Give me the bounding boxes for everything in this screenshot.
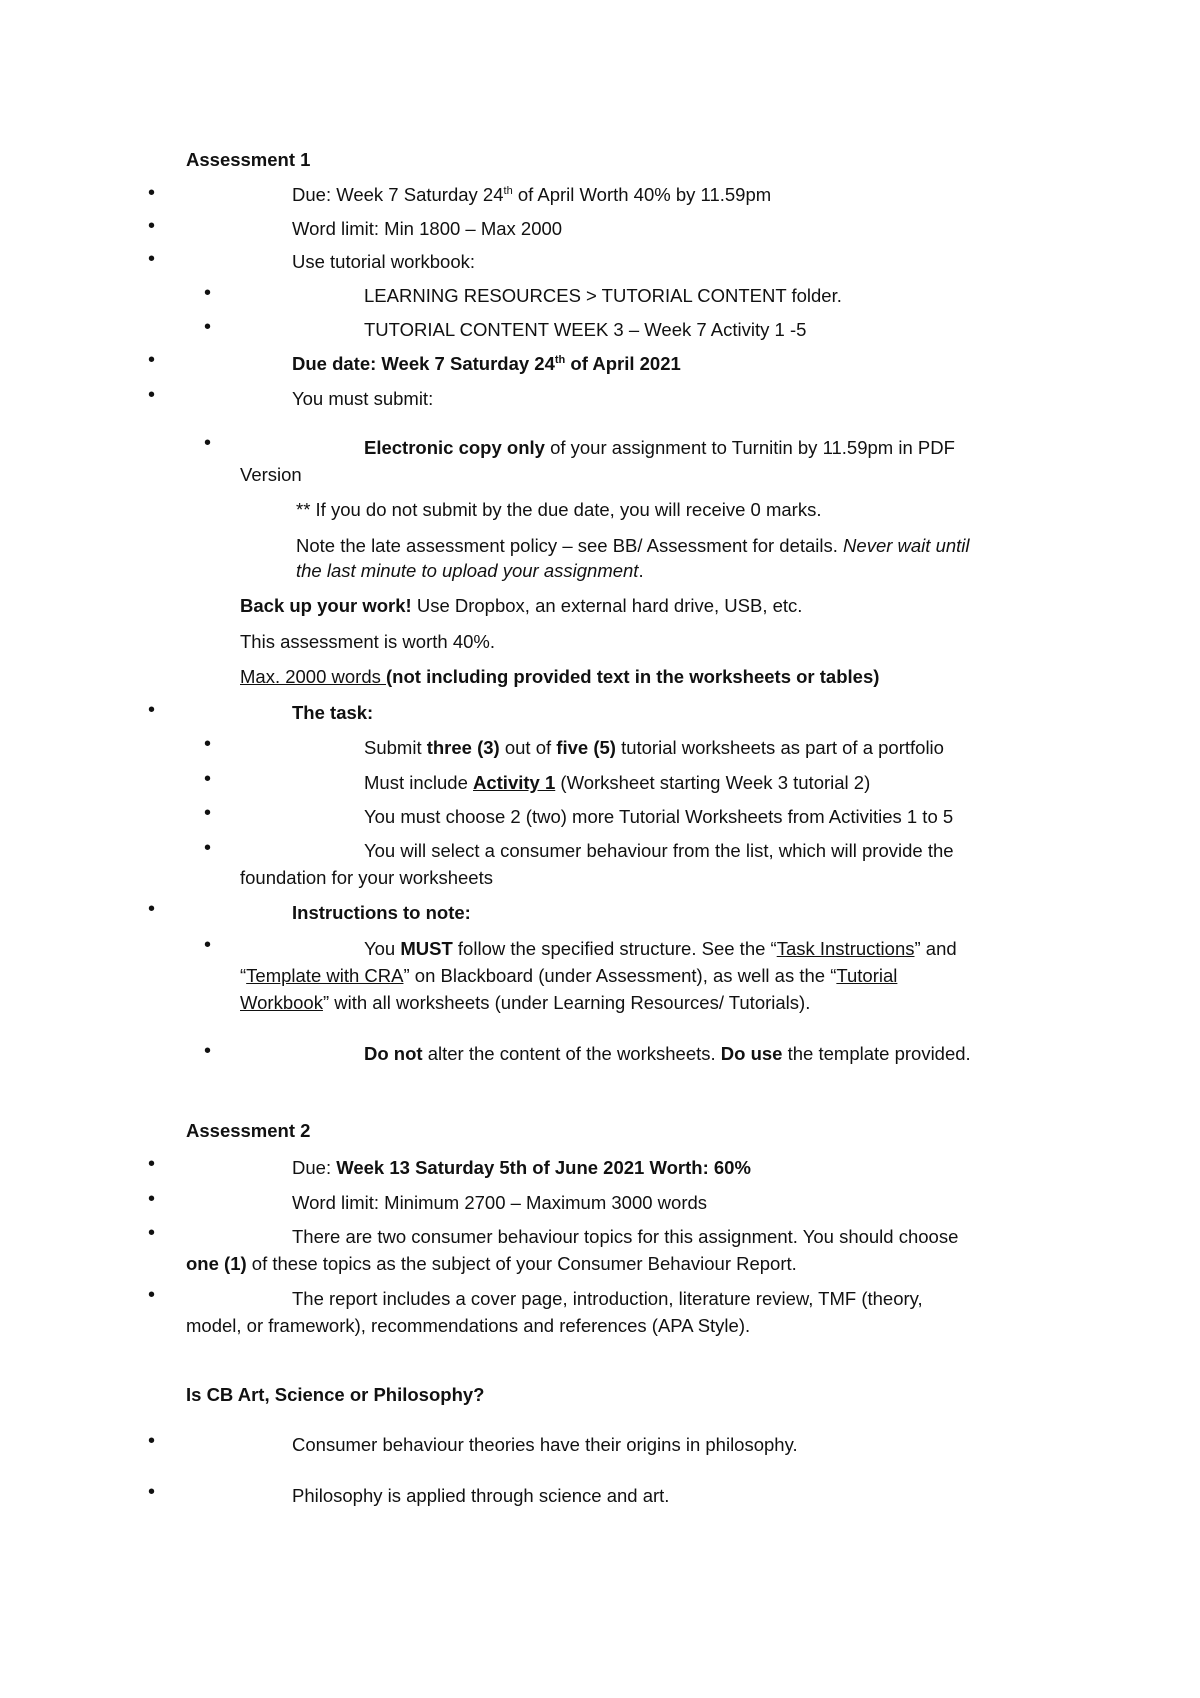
bullet-icon: • <box>148 349 156 371</box>
a2-report: The report includes a cover page, introduction, literature review, TMF (theory, <box>292 1288 923 1309</box>
a2-report-cont: model, or framework), recommendations and references (APA Style). <box>186 1315 751 1336</box>
bullet-icon: • <box>148 248 156 270</box>
tutorial-workbook-link-cont[interactable]: Workbook <box>240 992 323 1013</box>
bullet-icon: • <box>148 1284 156 1306</box>
bullet-icon: • <box>204 316 212 338</box>
cb-item-1: Consumer behaviour theories have their origins in philosophy. <box>292 1434 798 1455</box>
bullet-icon: • <box>148 1188 156 1210</box>
assessment-1-heading: Assessment 1 <box>186 149 311 170</box>
tutorial-workbook-link[interactable]: Tutorial <box>836 965 898 986</box>
a1-instruction-1-cont: “Template with CRA” on Blackboard (under Assessment), as well as the “Tutorial <box>240 965 898 986</box>
a1-tutorial-content: TUTORIAL CONTENT WEEK 3 – Week 7 Activity 1 -5 <box>364 319 807 340</box>
a2-word-limit: Word limit: Minimum 2700 – Maximum 3000 words <box>292 1192 708 1213</box>
task-instructions-link[interactable]: Task Instructions <box>776 938 915 959</box>
bullet-icon: • <box>204 432 212 454</box>
a2-topics-cont: one (1) of these topics as the subject of your Consumer Behaviour Report. <box>186 1253 797 1274</box>
bullet-icon: • <box>204 282 212 304</box>
a1-due-date: Due date: Week 7 Saturday 24th of April 2021 <box>292 353 681 374</box>
a1-task-item-4-cont: foundation for your worksheets <box>240 867 493 888</box>
a1-electronic-copy: Electronic copy only of your assignment to Turnitin by 11.59pm in PDF <box>364 437 955 458</box>
a1-task-heading: The task: <box>292 702 374 723</box>
a1-due: Due: Week 7 Saturday 24th of April Worth 40% by 11.59pm <box>292 184 772 205</box>
cb-item-2: Philosophy is applied through science and art. <box>292 1485 670 1506</box>
a1-task-item-1: Submit three (3) out of five (5) tutorial worksheets as part of a portfolio <box>364 737 944 758</box>
assessment-2-heading: Assessment 2 <box>186 1120 311 1141</box>
bullet-icon: • <box>204 837 212 859</box>
a1-task-item-2: Must include Activity 1 (Worksheet starting Week 3 tutorial 2) <box>364 772 871 793</box>
bullet-icon: • <box>204 733 212 755</box>
a2-due: Due: Week 13 Saturday 5th of June 2021 Worth: 60% <box>292 1157 751 1178</box>
bullet-icon: • <box>204 934 212 956</box>
bullet-icon: • <box>148 1153 156 1175</box>
a1-instruction-1: You MUST follow the specified structure. See the “Task Instructions” and <box>364 938 957 959</box>
a1-late-policy-cont: the last minute to upload your assignment. <box>296 560 644 581</box>
a1-use-workbook: Use tutorial workbook: <box>292 251 476 272</box>
a1-backup: Back up your work! Use Dropbox, an external hard drive, USB, etc. <box>240 595 803 616</box>
a1-learning-resources: LEARNING RESOURCES > TUTORIAL CONTENT folder. <box>364 285 842 306</box>
template-with-cra-link[interactable]: Template with CRA <box>246 965 404 986</box>
bullet-icon: • <box>204 768 212 790</box>
bullet-icon: • <box>148 1481 156 1503</box>
bullet-icon: • <box>148 1222 156 1244</box>
a1-electronic-copy-cont: Version <box>240 464 302 485</box>
a1-worth: This assessment is worth 40%. <box>240 631 495 652</box>
a1-instruction-2: Do not alter the content of the worksheets. Do use the template provided. <box>364 1043 971 1064</box>
a1-no-submit-note: ** If you do not submit by the due date, you will receive 0 marks. <box>296 499 822 520</box>
bullet-icon: • <box>148 215 156 237</box>
bullet-icon: • <box>148 699 156 721</box>
a1-instruction-1-cont-2: Workbook” with all worksheets (under Learning Resources/ Tutorials). <box>240 992 811 1013</box>
a1-instructions-heading: Instructions to note: <box>292 902 471 923</box>
bullet-icon: • <box>148 1430 156 1452</box>
bullet-icon: • <box>148 182 156 204</box>
bullet-icon: • <box>204 1040 212 1062</box>
a2-topics: There are two consumer behaviour topics for this assignment. You should choose <box>292 1226 959 1247</box>
a1-word-limit: Word limit: Min 1800 – Max 2000 <box>292 218 563 239</box>
a1-task-item-4: You will select a consumer behaviour from the list, which will provide the <box>364 840 954 861</box>
bullet-icon: • <box>204 802 212 824</box>
cb-heading: Is CB Art, Science or Philosophy? <box>186 1384 485 1405</box>
a1-late-policy: Note the late assessment policy – see BB/ Assessment for details. Never wait until <box>296 535 970 556</box>
a1-must-submit: You must submit: <box>292 388 434 409</box>
a1-max-words: Max. 2000 words (not including provided text in the worksheets or tables) <box>240 666 880 687</box>
bullet-icon: • <box>148 384 156 406</box>
bullet-icon: • <box>148 898 156 920</box>
a1-task-item-3: You must choose 2 (two) more Tutorial Worksheets from Activities 1 to 5 <box>364 806 954 827</box>
